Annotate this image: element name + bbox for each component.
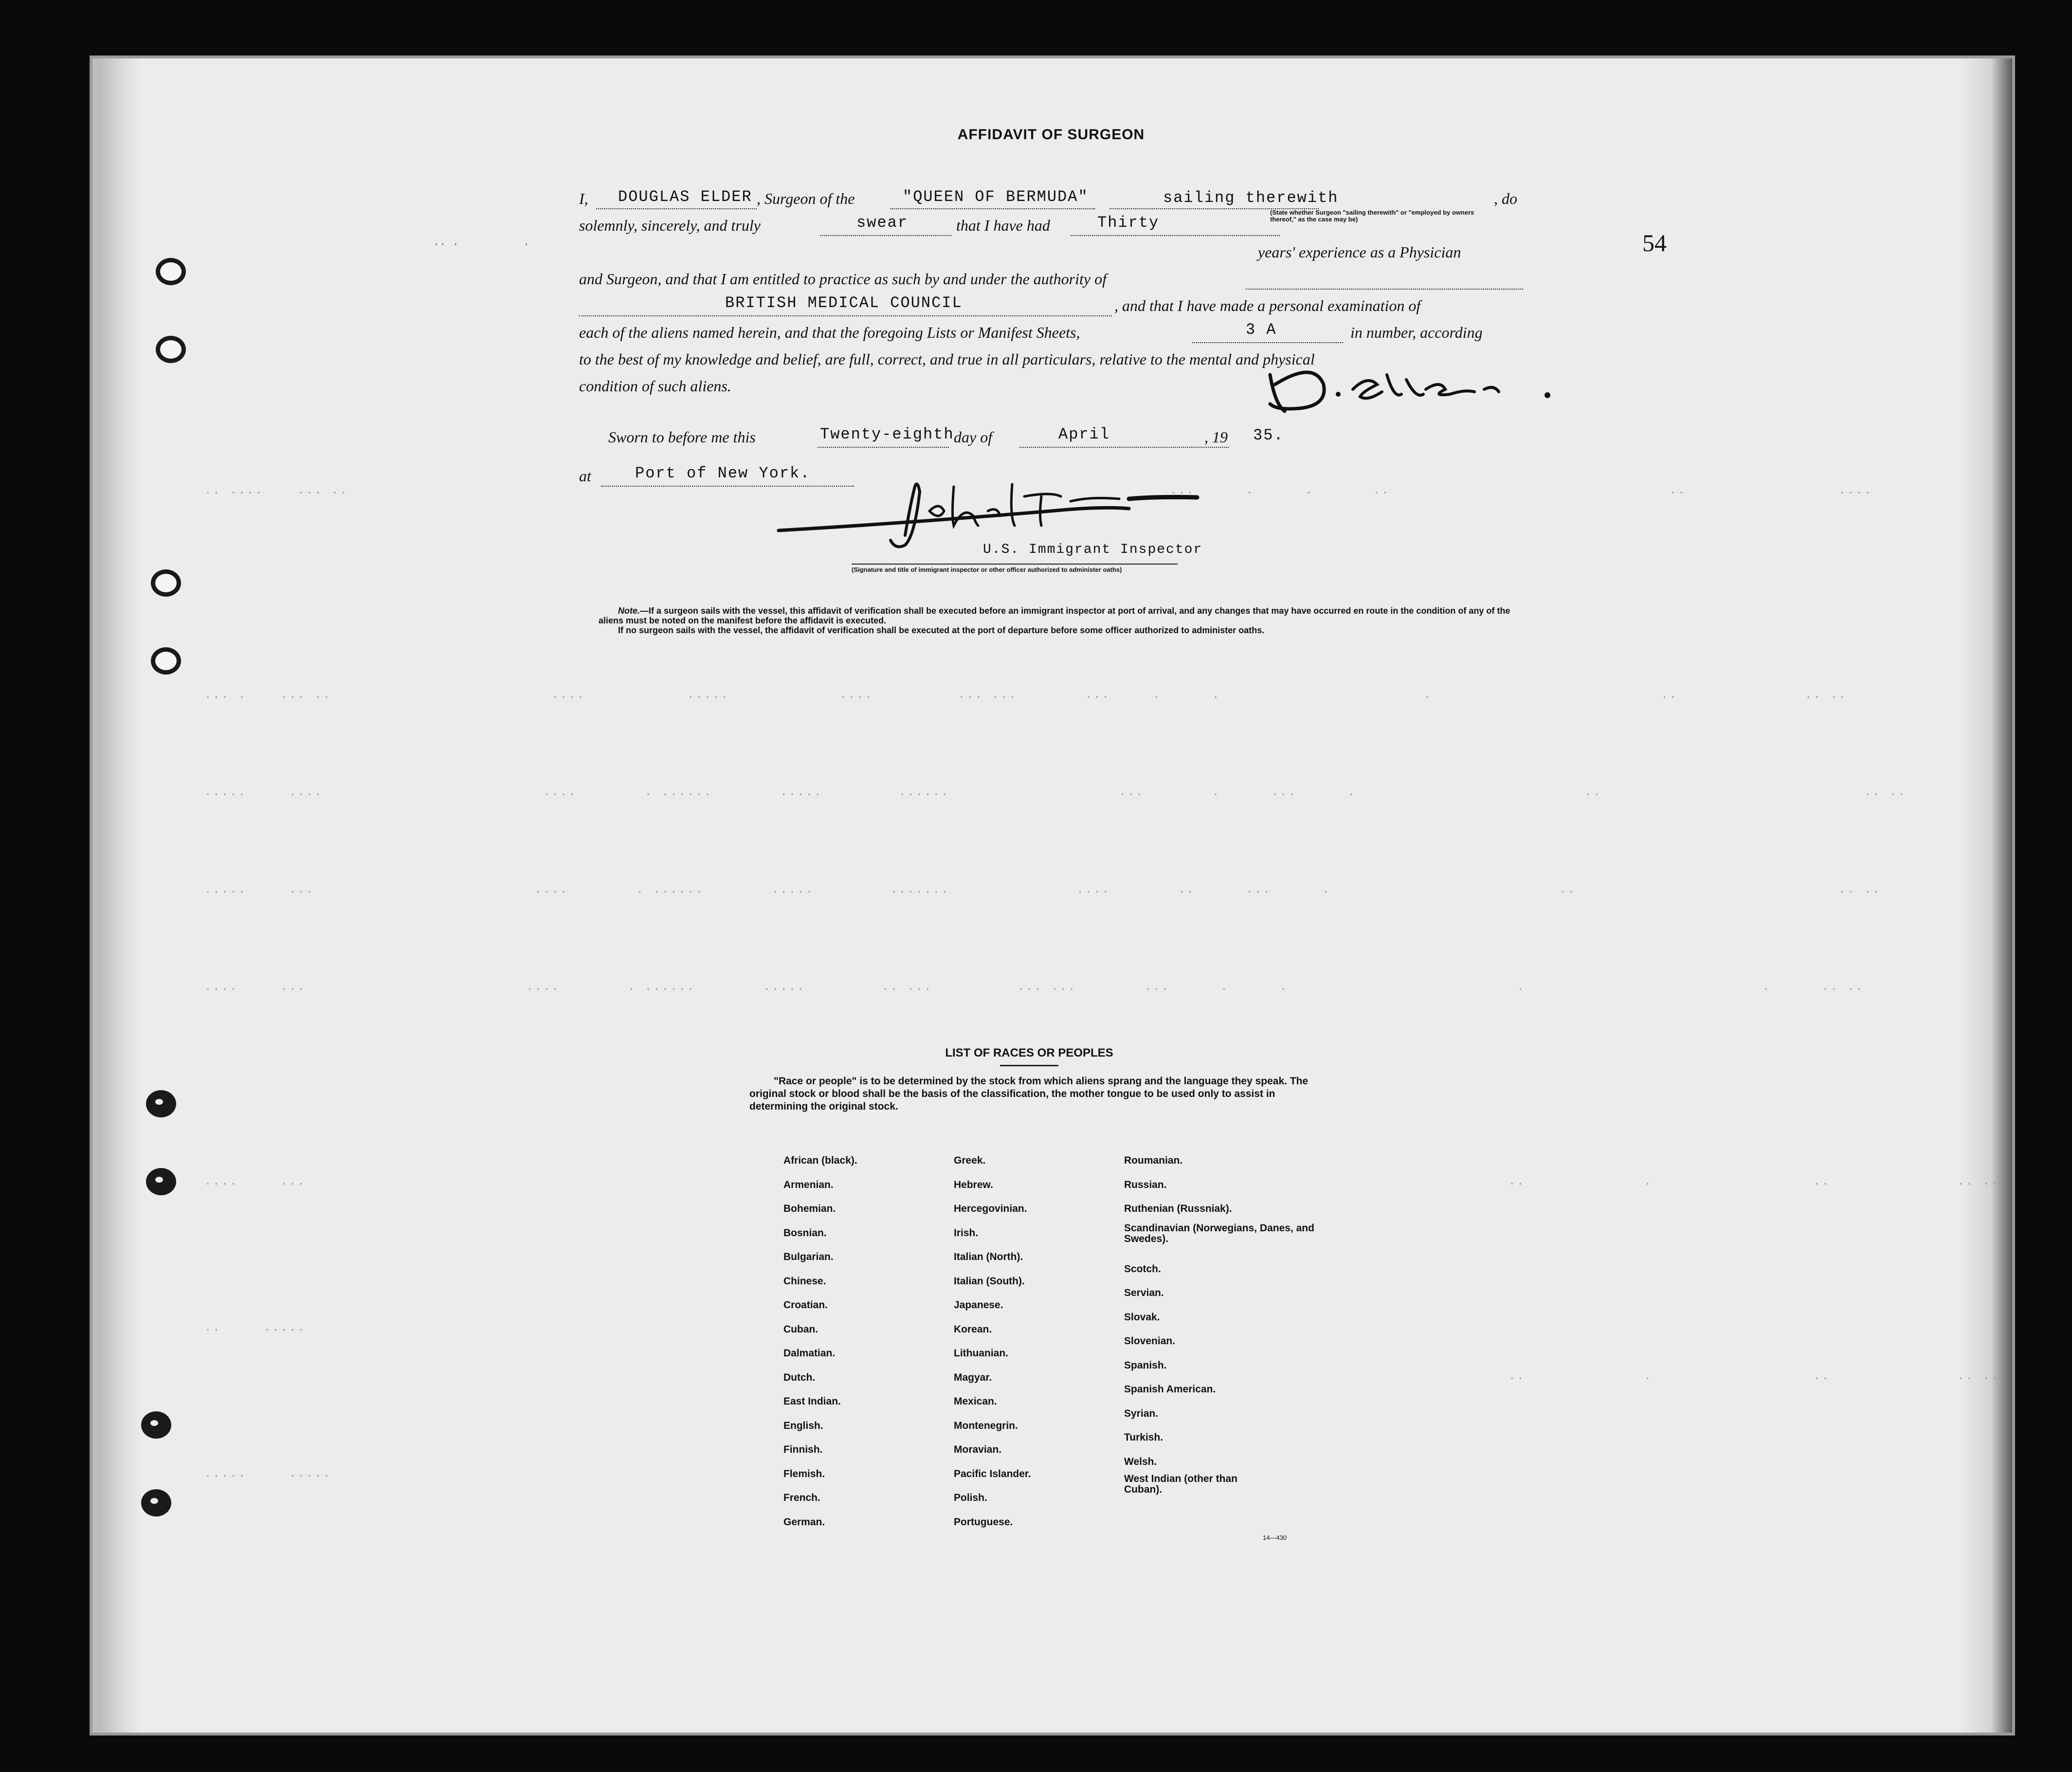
text-day-of: day of: [954, 428, 993, 446]
race-item: Dalmatian.: [783, 1348, 836, 1359]
race-item: Syrian.: [1124, 1407, 1159, 1419]
race-item: Chinese.: [783, 1275, 826, 1287]
text-years-experience: years' experience as a Physician: [1258, 243, 1461, 261]
binder-hole: [146, 1168, 176, 1195]
race-item: Flemish.: [783, 1468, 825, 1480]
race-item: Greek.: [954, 1155, 986, 1166]
binder-hole: [156, 258, 186, 285]
race-item: Welsh.: [1124, 1456, 1157, 1467]
affidavit-line-6: [579, 321, 1523, 353]
race-item: Italian (South).: [954, 1275, 1025, 1287]
race-item: Russian.: [1124, 1179, 1167, 1190]
text-i: I,: [579, 190, 588, 207]
page-left-shade: [97, 58, 141, 1733]
race-item: Slovenian.: [1124, 1335, 1176, 1347]
sailing-note: (State whether Surgeon "sailing therewith" or "employed by owners thereof," as the case may be): [1270, 209, 1474, 223]
race-item: Spanish.: [1124, 1359, 1167, 1371]
sheet-count: 3 A: [1246, 321, 1277, 339]
affidavit-line-4: [579, 270, 1523, 299]
races-column-2: [954, 1149, 1031, 1534]
race-item: Italian (North).: [954, 1251, 1023, 1262]
note-label: Note.: [618, 606, 640, 616]
text-year-prefix: , 19: [1204, 428, 1228, 446]
race-item: Lithuanian.: [954, 1348, 1008, 1359]
binder-hole: [151, 647, 181, 675]
race-item: French.: [783, 1492, 820, 1503]
binder-hole: [141, 1489, 171, 1516]
race-item: Magyar.: [954, 1371, 992, 1383]
races-column-3: [1124, 1149, 1319, 1495]
race-item: Hercegovinian.: [954, 1203, 1027, 1214]
race-item: Portuguese.: [954, 1516, 1013, 1528]
sailing-status: sailing therewith: [1163, 189, 1339, 207]
races-title: LIST OF RACES OR PEOPLES: [945, 1046, 1113, 1060]
race-item: Bulgarian.: [783, 1251, 834, 1262]
race-item: Japanese.: [954, 1299, 1003, 1311]
race-item: Spanish American.: [1124, 1384, 1216, 1395]
race-item: West Indian (other than Cuban).: [1124, 1473, 1237, 1495]
race-item: Finnish.: [783, 1444, 823, 1455]
note-text-1: —If a surgeon sails with the vessel, this affidavit of verification shall be executed before an immigrant inspector at port of arrival, and any changes that may have occurred en route in the condition of any of the aliens must be noted on the manifest before the affidavit is executed.: [599, 606, 1510, 625]
text-at: at: [579, 467, 591, 485]
sworn-place: Port of New York.: [635, 464, 811, 482]
list-of-races: [749, 1046, 1314, 1541]
sworn-line: [579, 425, 1523, 457]
race-item: Irish.: [954, 1227, 979, 1239]
text-surgeon-of: , Surgeon of the: [757, 190, 855, 207]
text-and-surgeon: and Surgeon, and that I am entitled to practice as such by and under the authority of: [579, 270, 1107, 288]
race-item: African (black).: [783, 1155, 857, 1166]
years-experience: Thirty: [1097, 214, 1160, 232]
race-item: Armenian.: [783, 1179, 834, 1190]
page-right-edge: [1959, 58, 2012, 1733]
race-item: Polish.: [954, 1492, 987, 1503]
document-page: ·· ···· ··· ·· ··· · · ·· ·· ···· ··· · ··· ·· ···· ····· ···· ··· ··· ··· · · · ·· ·· ·· ····· ···· ···· · ······ ····· ······ ··· · ··· · ·· ·· ·· ····· ··· ···· · ······ ····· ······· ···· ·· ··· · ·· ·· ·· ···· ··· ···· · ······ ····· ·· ··· ··· ··· ··· · · · · ·· ·· ···· ··· ·· ····· ····· ····· ·· · ·· ·· ·· ·· · ·· ·· ··: [92, 58, 2012, 1733]
text-in-number: in number, according: [1350, 324, 1483, 341]
page-number: 54: [1642, 229, 1667, 256]
binder-hole: [141, 1411, 171, 1439]
text-do: , do: [1494, 190, 1517, 207]
binder-hole: [156, 336, 186, 363]
race-item: Bohemian.: [783, 1203, 836, 1214]
race-item: Pacific Islander.: [954, 1468, 1031, 1480]
affidavit-line-5: [579, 294, 1523, 326]
surgeon-name: DOUGLAS ELDER: [618, 188, 752, 206]
text-each-of-the-aliens: each of the aliens named herein, and that the foregoing Lists or Manifest Sheets,: [579, 324, 1080, 341]
affidavit-line-3: [579, 243, 1523, 273]
text-best-of-knowledge: to the best of my knowledge and belief, are full, correct, and true in all particulars, relative to the mental and physical: [579, 350, 1315, 368]
binder-hole: [146, 1090, 176, 1117]
text-personal-examination: , and that I have made a personal examination of: [1114, 297, 1421, 314]
oath-word: swear: [856, 214, 909, 232]
race-item: Montenegrin.: [954, 1420, 1018, 1431]
race-item: English.: [783, 1420, 823, 1431]
form-number: 14—430: [1263, 1534, 1287, 1541]
race-item: Hebrew.: [954, 1179, 993, 1190]
race-item: Ruthenian (Russniak).: [1124, 1203, 1232, 1214]
affidavit-of-surgeon: [579, 127, 1523, 573]
race-item: Roumanian.: [1124, 1155, 1183, 1166]
affidavit-title: AFFIDAVIT OF SURGEON: [957, 127, 1145, 143]
races-column-1: [783, 1149, 857, 1534]
race-item: Croatian.: [783, 1299, 828, 1311]
text-sworn: Sworn to before me this: [608, 428, 756, 446]
race-item: Slovak.: [1124, 1311, 1160, 1323]
race-item: Korean.: [954, 1323, 992, 1335]
surgeon-signature: [1255, 355, 1572, 419]
inspector-note: (Signature and title of immigrant inspector or other officer authorized to administer oaths): [852, 566, 1122, 573]
note-text-2: If no surgeon sails with the vessel, the affidavit of verification shall be executed at the port of departure before some officer authorized to administer oaths.: [618, 625, 1265, 635]
binder-hole: [151, 569, 181, 597]
race-item: Dutch.: [783, 1371, 816, 1383]
race-item: Scandinavian (Norwegians, Danes, and Swedes).: [1124, 1222, 1314, 1244]
inspector-title: U.S. Immigrant Inspector: [983, 542, 1203, 557]
sworn-year: 35.: [1253, 426, 1284, 444]
race-item: Cuban.: [783, 1323, 818, 1335]
race-item: Moravian.: [954, 1444, 1002, 1455]
vessel-name: "QUEEN OF BERMUDA": [903, 188, 1089, 206]
race-item: Turkish.: [1124, 1432, 1163, 1443]
races-title-rule: [1000, 1065, 1058, 1066]
race-item: East Indian.: [783, 1396, 841, 1407]
licensing-authority: BRITISH MEDICAL COUNCIL: [725, 294, 963, 312]
text-that-i-have-had: that I have had: [956, 217, 1050, 234]
race-item: Bosnian.: [783, 1227, 827, 1239]
text-solemnly: solemnly, sincerely, and truly: [579, 217, 761, 234]
inspector-signature: [759, 477, 1236, 555]
text-condition: condition of such aliens.: [579, 377, 731, 395]
affidavit-note: [599, 606, 1513, 635]
sworn-month: April: [1058, 425, 1110, 443]
races-intro: "Race or people" is to be determined by the stock from which aliens sprang and the language they speak. The original stock or blood shall be the basis of the classification, the mother tongue to be used only to assist in determining the original stock.: [749, 1076, 1309, 1112]
sworn-day: Twenty-eighth: [820, 425, 954, 443]
race-item: Mexican.: [954, 1396, 997, 1407]
race-item: Scotch.: [1124, 1263, 1161, 1275]
margin-mark: ·· · ·: [433, 238, 530, 251]
race-item: Servian.: [1124, 1287, 1164, 1298]
race-item: German.: [783, 1516, 825, 1528]
